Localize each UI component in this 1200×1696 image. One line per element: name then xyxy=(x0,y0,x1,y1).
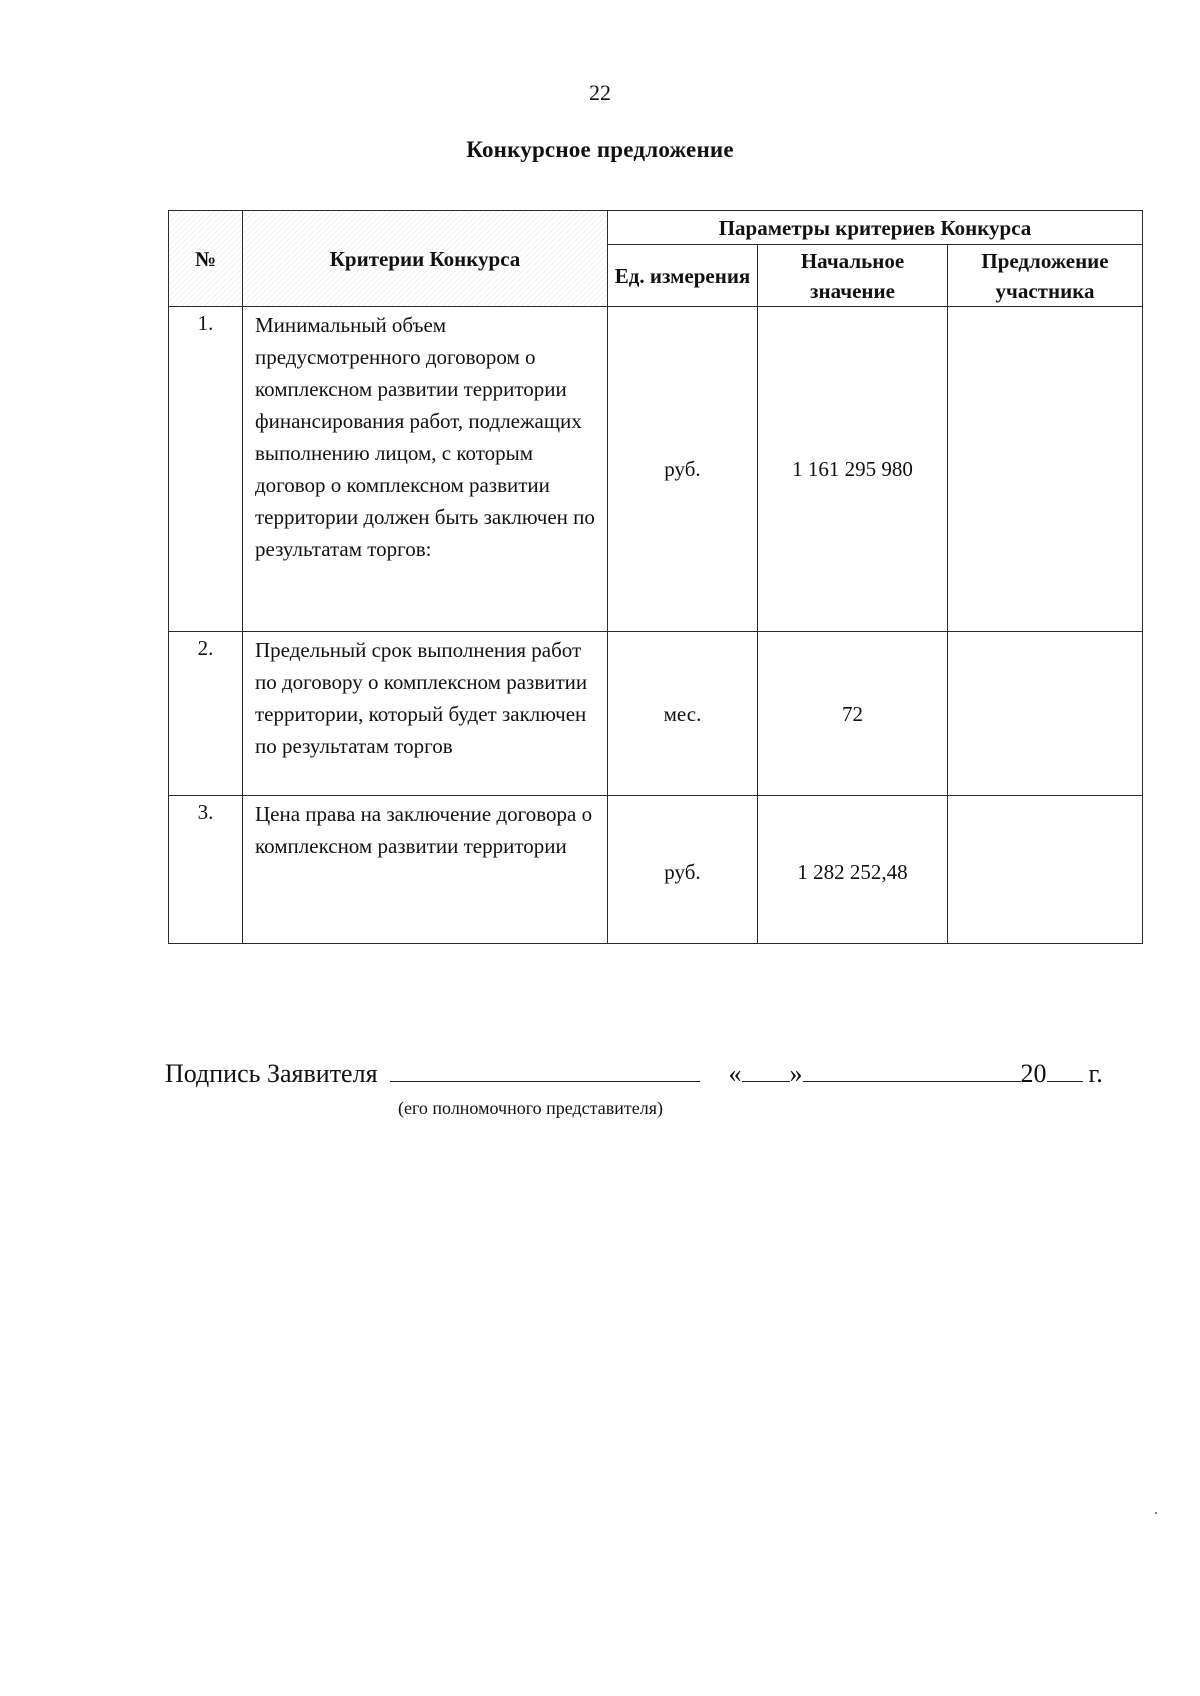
criterion-text: Предельный срок выполнения работ по договору о комплексном развитии территории, который будет заключен по результатам торгов xyxy=(243,632,608,796)
participant-offer-cell[interactable] xyxy=(948,632,1143,796)
scan-speck xyxy=(1155,1512,1157,1514)
row-number: 3. xyxy=(169,796,243,944)
day-blank[interactable] xyxy=(742,1057,790,1082)
column-header-number: № xyxy=(169,211,243,307)
criterion-text: Цена права на заключение договора о комплексном развитии территории xyxy=(243,796,608,944)
row-number: 1. xyxy=(169,307,243,632)
document-title: Конкурсное предложение xyxy=(466,137,734,162)
table-row xyxy=(169,307,1143,632)
column-header-participant-offer: Предложение участника xyxy=(948,245,1143,307)
page-number: 22 xyxy=(589,80,611,105)
month-blank[interactable] xyxy=(803,1057,1021,1082)
table-row xyxy=(169,632,1143,796)
column-header-params-group: Параметры критериев Конкурса xyxy=(608,211,1143,245)
column-header-unit: Ед. измерения xyxy=(608,245,758,307)
column-header-criteria: Критерии Конкурса xyxy=(243,211,608,307)
column-header-initial-value: Начальное значение xyxy=(758,245,948,307)
criteria-table xyxy=(168,210,1143,944)
participant-offer-cell[interactable] xyxy=(948,796,1143,944)
unit-cell: мес. xyxy=(608,632,758,796)
signature-blank[interactable] xyxy=(390,1057,700,1082)
initial-value-cell: 1 161 295 980 xyxy=(758,307,948,632)
initial-value-cell: 72 xyxy=(758,632,948,796)
initial-value-cell: 1 282 252,48 xyxy=(758,796,948,944)
criterion-text: Минимальный объем предусмотренного договором о комплексном развитии территории финансирования работ, подлежащих выполнению лицом, с которым договор о комплексном развитии территории должен быть заключен по результатам торгов: xyxy=(243,307,608,632)
date-quote-open: « xyxy=(728,1059,742,1088)
year-prefix: 20 xyxy=(1020,1059,1047,1088)
table-header-row xyxy=(169,211,1143,245)
year-suffix: г. xyxy=(1088,1059,1103,1088)
date-quote-close: » xyxy=(789,1059,803,1088)
signature-line xyxy=(165,1057,1150,1089)
signature-note: (его полномочного представителя) xyxy=(398,1098,663,1118)
participant-offer-cell[interactable] xyxy=(948,307,1143,632)
signature-label: Подпись Заявителя xyxy=(165,1059,378,1088)
year-blank[interactable] xyxy=(1047,1057,1083,1082)
unit-cell: руб. xyxy=(608,796,758,944)
table-row xyxy=(169,796,1143,944)
unit-cell: руб. xyxy=(608,307,758,632)
row-number: 2. xyxy=(169,632,243,796)
